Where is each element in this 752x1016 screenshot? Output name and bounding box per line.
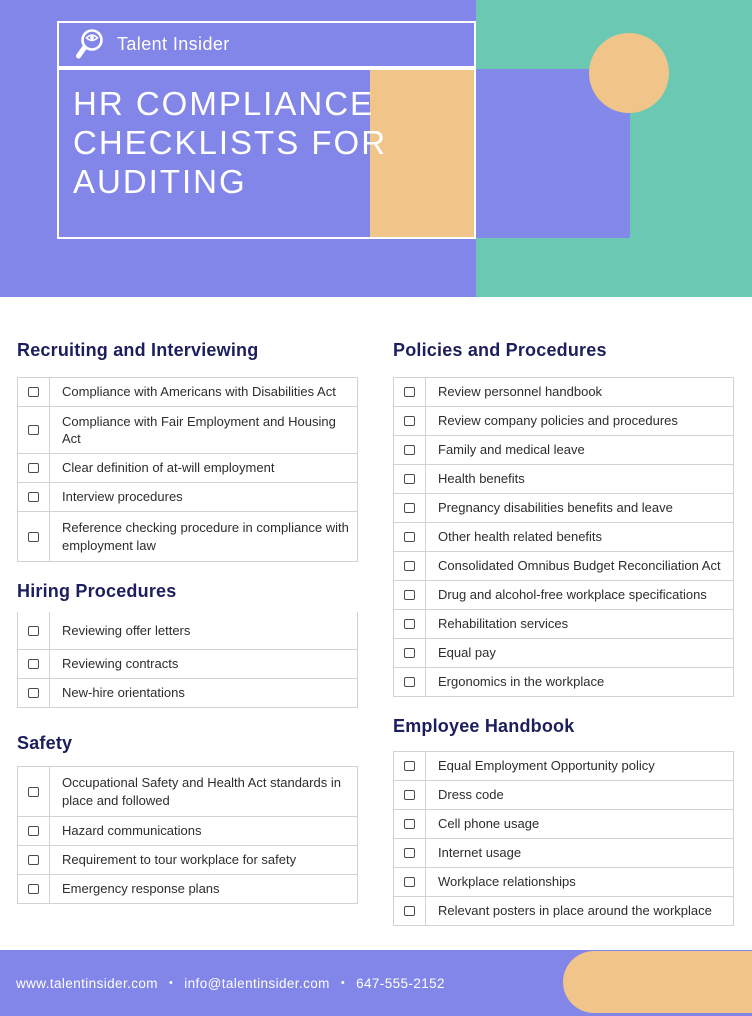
left-column [17, 338, 358, 904]
checklist-item-label: Hazard communications [62, 823, 202, 839]
checklist-item-label: Occupational Safety and Health Act standards in place and followed [62, 775, 341, 808]
logo [57, 21, 476, 68]
checklist-item-label: Review personnel handbook [438, 384, 603, 400]
checkbox[interactable] [28, 688, 39, 698]
page-title-line-3: AUDITING [73, 163, 247, 200]
checkbox[interactable] [28, 463, 39, 473]
checklist-row [394, 839, 733, 868]
checkbox-cell [18, 817, 50, 845]
checkbox-cell [18, 407, 50, 453]
checklist-row [394, 523, 733, 552]
hiring-checklist [17, 612, 358, 708]
checkbox-cell [18, 679, 50, 707]
checklist-item-label: Review company policies and procedures [438, 413, 678, 429]
checkbox[interactable] [404, 532, 415, 542]
checkbox[interactable] [404, 677, 415, 687]
checkbox[interactable] [28, 492, 39, 502]
checklist-row [18, 817, 357, 846]
checkbox-cell [394, 839, 426, 867]
checklist-row [394, 552, 733, 581]
checklist-row [394, 494, 733, 523]
checklist-item-label: Dress code [438, 787, 504, 803]
checkbox-cell [394, 465, 426, 493]
checklist-item-label: Equal pay [438, 645, 496, 661]
checklist-row [18, 454, 357, 483]
checkbox[interactable] [404, 387, 415, 397]
checkbox[interactable] [28, 855, 39, 865]
checklist-row [18, 875, 357, 903]
footer-website: www.talentinsider.com [16, 975, 158, 991]
checklist-item-label: Workplace relationships [438, 874, 576, 890]
checklist-row [18, 767, 357, 817]
checklist-row [18, 483, 357, 512]
checklist-item-label: Reviewing offer letters [62, 622, 191, 638]
checkbox-cell [394, 897, 426, 925]
footer-separator: • [340, 977, 346, 989]
checkbox-cell [394, 810, 426, 838]
footer-phone: 647-555-2152 [356, 975, 445, 991]
safety-checklist [17, 766, 358, 904]
checkbox-cell [394, 378, 426, 406]
checkbox-cell [18, 767, 50, 816]
title-box [57, 68, 476, 239]
checkbox[interactable] [404, 561, 415, 571]
checkbox[interactable] [28, 659, 39, 669]
checklist-item-label: Other health related benefits [438, 529, 603, 545]
checklist-row [394, 639, 733, 668]
checklist-item-label: Reviewing contracts [62, 656, 179, 672]
section-heading-handbook: Employee Handbook [393, 716, 575, 736]
checklist-row [394, 810, 733, 839]
checkbox-cell [18, 846, 50, 874]
checkbox[interactable] [404, 590, 415, 600]
brand-name: Talent Insider [117, 34, 230, 54]
checklist-item-label: Reference checking procedure in compliance with employment law [62, 520, 349, 553]
checkbox-cell [18, 378, 50, 406]
checklist-row [394, 407, 733, 436]
checkbox-cell [18, 483, 50, 511]
checkbox[interactable] [28, 626, 39, 636]
checkbox[interactable] [404, 848, 415, 858]
footer-separator: • [168, 977, 174, 989]
checkbox[interactable] [404, 416, 415, 426]
checkbox[interactable] [404, 648, 415, 658]
checklist-item-label: Drug and alcohol-free workplace specifications [438, 587, 707, 603]
header [0, 0, 752, 297]
checkbox[interactable] [404, 790, 415, 800]
checklist-item-label: Rehabilitation services [438, 616, 569, 632]
checkbox[interactable] [28, 787, 39, 797]
checkbox-cell [394, 610, 426, 638]
checkbox-cell [18, 454, 50, 482]
checkbox-cell [394, 436, 426, 464]
checkbox-cell [394, 581, 426, 609]
checklist-item-label: Internet usage [438, 845, 522, 861]
checklist-item-label: Requirement to tour workplace for safety [62, 852, 297, 868]
checkbox-cell [18, 612, 50, 649]
section-heading-safety: Safety [17, 733, 73, 753]
checkbox-cell [394, 639, 426, 667]
checkbox-cell [394, 407, 426, 435]
decor-orange-circle [589, 33, 669, 113]
checklist-row [394, 436, 733, 465]
checklist-row [18, 846, 357, 875]
checkbox[interactable] [404, 877, 415, 887]
checklist-item-label: Compliance with Fair Employment and Housing Act [62, 413, 336, 446]
page-title [73, 84, 474, 201]
checklist-item-label: Equal Employment Opportunity policy [438, 758, 655, 774]
checkbox[interactable] [404, 619, 415, 629]
footer [0, 950, 752, 1016]
checkbox[interactable] [404, 503, 415, 513]
decor-orange-pill [563, 951, 752, 1013]
section-heading-recruiting: Recruiting and Interviewing [17, 340, 259, 360]
footer-contact [16, 950, 445, 1016]
checkbox-cell [394, 868, 426, 896]
policies-checklist [393, 377, 734, 697]
checkbox[interactable] [404, 906, 415, 916]
checkbox[interactable] [28, 532, 39, 542]
checklist-item-label: Health benefits [438, 471, 525, 487]
checklist-row [18, 679, 357, 707]
checkbox[interactable] [28, 826, 39, 836]
checkbox[interactable] [28, 425, 39, 435]
checklist-row [394, 465, 733, 494]
checkbox-cell [394, 781, 426, 809]
checkbox-cell [18, 512, 50, 561]
checkbox[interactable] [404, 761, 415, 771]
checklist-item-label: Emergency response plans [62, 881, 220, 897]
checkbox-cell [394, 668, 426, 696]
checklist-row [394, 581, 733, 610]
magnifier-eye-icon [73, 27, 107, 63]
handbook-checklist [393, 751, 734, 926]
checklist-item-label: Family and medical leave [438, 442, 585, 458]
page-title-line-2: CHECKLISTS FOR [73, 124, 388, 161]
checkbox-cell [394, 494, 426, 522]
checkbox[interactable] [28, 884, 39, 894]
checklist-row [394, 868, 733, 897]
checklist-row [18, 512, 357, 561]
section-heading-hiring: Hiring Procedures [17, 581, 177, 601]
checklist-row [394, 897, 733, 925]
checklist-item-label: Interview procedures [62, 489, 183, 505]
checklist-row [394, 752, 733, 781]
checklist-item-label: New-hire orientations [62, 685, 185, 701]
page-title-line-1: HR COMPLIANCE [73, 85, 375, 122]
checklist-row [18, 378, 357, 407]
checkbox-cell [394, 552, 426, 580]
checkbox-cell [18, 875, 50, 903]
checkbox-cell [18, 650, 50, 678]
checklist-item-label: Compliance with Americans with Disabilities Act [62, 384, 336, 400]
checkbox[interactable] [28, 387, 39, 397]
checklist-row [394, 781, 733, 810]
footer-email: info@talentinsider.com [184, 975, 330, 991]
checklist-item-label: Ergonomics in the workplace [438, 674, 605, 690]
checkbox-cell [394, 523, 426, 551]
section-heading-policies: Policies and Procedures [393, 340, 607, 360]
checklist-row [18, 650, 357, 679]
checklist-item-label: Clear definition of at-will employment [62, 460, 275, 476]
checkbox[interactable] [404, 474, 415, 484]
right-column [393, 338, 734, 926]
checklist-item-label: Pregnancy disabilities benefits and leave [438, 500, 673, 516]
checkbox[interactable] [404, 445, 415, 455]
checklist-row [18, 612, 357, 650]
checklist-row [394, 378, 733, 407]
checklist-row [394, 610, 733, 639]
checklist-item-label: Consolidated Omnibus Budget Reconciliation Act [438, 558, 721, 574]
checklist-row [394, 668, 733, 696]
checklist-item-label: Relevant posters in place around the workplace [438, 903, 712, 919]
recruiting-checklist [17, 377, 358, 562]
checklist-row [18, 407, 357, 454]
checkbox-cell [394, 752, 426, 780]
checkbox[interactable] [404, 819, 415, 829]
checklist-item-label: Cell phone usage [438, 816, 540, 832]
